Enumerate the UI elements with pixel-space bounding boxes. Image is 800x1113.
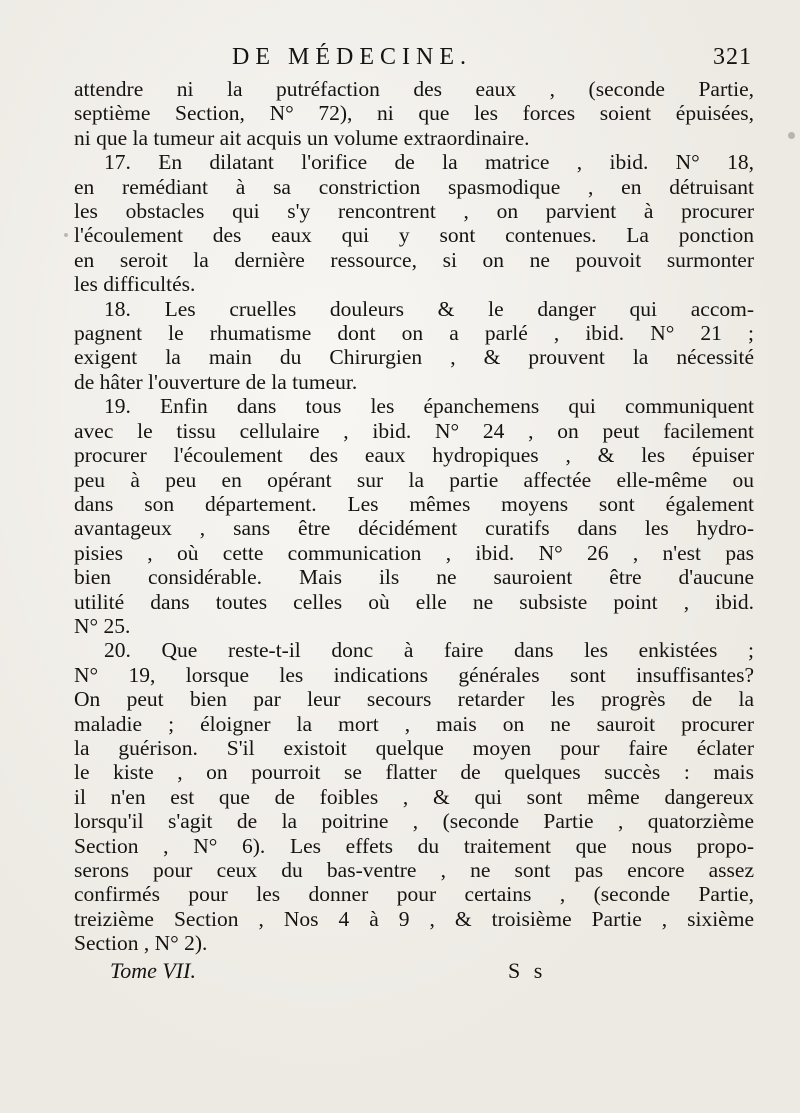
ink-spot xyxy=(64,233,68,237)
text-line: serons pour ceux du bas-ventre , ne sont pas encore assez xyxy=(74,858,754,882)
page-header xyxy=(232,44,752,78)
paragraph-19: 19. Enfin dans tous les épanchemens qui communiquent xyxy=(104,394,754,419)
signature-mark: S s xyxy=(508,958,547,983)
text-line: exigent la main du Chirurgien , & prouvent la nécessité xyxy=(74,345,754,370)
running-title: DE MÉDECINE. xyxy=(232,44,472,70)
text-line: treizième Section , Nos 4 à 9 , & troisième Partie , sixième xyxy=(74,906,754,931)
text-line: Section , N° 6). Les effets du traitement que nous propo- xyxy=(74,833,754,858)
text-line: maladie ; éloigner la mort , mais on ne sauroit procurer xyxy=(74,711,754,736)
text-line: la guérison. S'il existoit quelque moyen pour faire éclater xyxy=(74,735,754,760)
text-line: bien considérable. Mais ils ne sauroient être d'aucune xyxy=(74,565,754,590)
text-line: avantageux , sans être décidément curatifs dans les hydro- xyxy=(74,516,754,541)
page-footer xyxy=(110,958,710,992)
text-line: pagnent le rhumatisme dont on a parlé , ibid. N° 21 ; xyxy=(74,321,754,346)
text-line: en seroit la dernière ressource, si on ne pouvoit surmonter xyxy=(74,247,754,272)
text-line: dans son département. Les mêmes moyens sont également xyxy=(74,491,754,516)
text-line: N° 25. xyxy=(74,613,131,638)
text-line: pisies , où cette communication , ibid. N° 26 , n'est pas xyxy=(74,540,754,565)
text-line: les obstacles qui s'y rencontrent , on parvient à procurer xyxy=(74,199,754,224)
text-line: le kiste , on pourroit se flatter de quelques succès : mais xyxy=(74,760,754,785)
ink-spot xyxy=(788,132,795,139)
text-line: de hâter l'ouverture de la tumeur. xyxy=(74,369,358,394)
text-line: en remédiant à sa constriction spasmodique , en détruisant xyxy=(74,174,754,199)
text-line: attendre ni la putréfaction des eaux , (seconde Partie, xyxy=(74,77,754,101)
text-line: utilité dans toutes celles où elle ne subsiste point , ibid. xyxy=(74,589,754,614)
text-line: ni que la tumeur ait acquis un volume extraordinaire. xyxy=(74,125,530,150)
text-line: il n'en est que de foibles , & qui sont même dangereux xyxy=(74,784,754,809)
page-number: 321 xyxy=(713,44,752,70)
text-line: septième Section, N° 72), ni que les forces soient épuisées, xyxy=(74,101,754,126)
text-line: l'écoulement des eaux qui y sont contenues. La ponction xyxy=(74,223,754,248)
text-line: confirmés pour les donner pour certains , (seconde Partie, xyxy=(74,882,754,907)
text-line: On peut bien par leur secours retarder les progrès de la xyxy=(74,687,754,712)
paragraph-17: 17. En dilatant l'orifice de la matrice , ibid. N° 18, xyxy=(104,150,754,175)
text-line: peu à peu en opérant sur la partie affectée elle-même ou xyxy=(74,467,754,492)
volume-label: Tome VII. xyxy=(110,958,196,983)
text-line: Section , N° 2). xyxy=(74,931,208,956)
paragraph-20: 20. Que reste-t-il donc à faire dans les enkistées ; xyxy=(104,638,754,663)
paragraph-18: 18. Les cruelles douleurs & le danger qui accom- xyxy=(104,296,754,321)
text-line: lorsqu'il s'agit de la poitrine , (seconde Partie , quatorzième xyxy=(74,809,754,834)
text-line: avec le tissu cellulaire , ibid. N° 24 , on peut facilement xyxy=(74,418,754,443)
body-text xyxy=(74,77,754,956)
text-line: procurer l'écoulement des eaux hydropiques , & les épuiser xyxy=(74,443,754,468)
text-line: N° 19, lorsque les indications générales sont insuffisantes? xyxy=(74,662,754,687)
text-line: les difficultés. xyxy=(74,272,196,297)
